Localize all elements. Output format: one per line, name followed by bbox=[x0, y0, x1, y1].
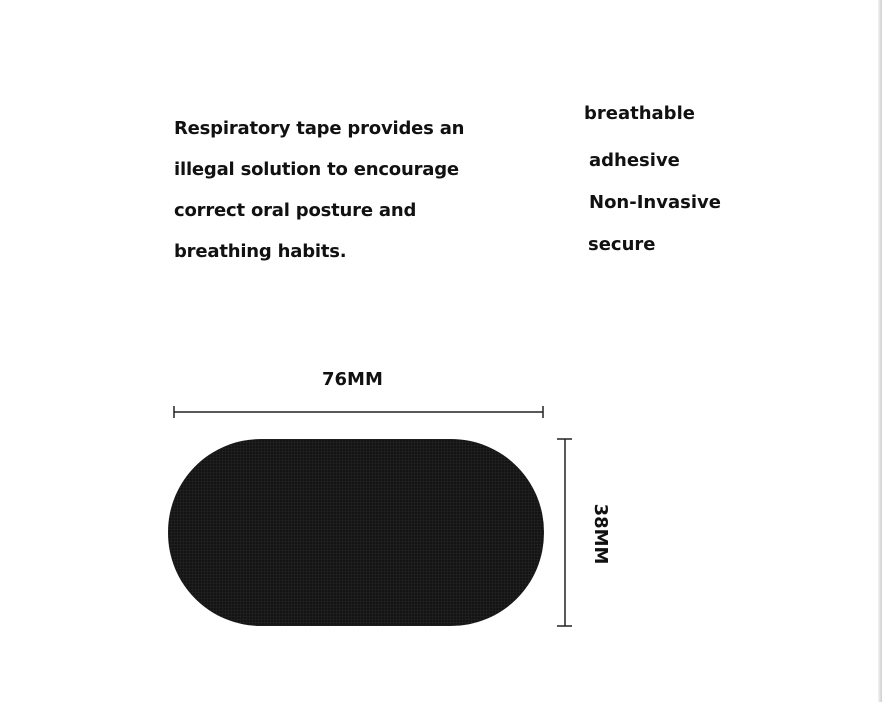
feature-breathable: breathable bbox=[584, 103, 695, 124]
feature-adhesive: adhesive bbox=[589, 150, 680, 171]
height-dimension-label: 38MM bbox=[590, 503, 611, 565]
respiratory-tape-image bbox=[168, 439, 544, 626]
feature-non-invasive: Non-Invasive bbox=[589, 192, 721, 213]
height-dimension-line bbox=[557, 439, 572, 626]
description-line: illegal solution to encourage bbox=[174, 159, 459, 180]
description-line: correct oral posture and bbox=[174, 200, 417, 221]
description-line: Respiratory tape provides an bbox=[174, 118, 465, 139]
description-line: breathing habits. bbox=[174, 241, 347, 262]
width-dimension-label: 76MM bbox=[322, 369, 383, 390]
feature-secure: secure bbox=[588, 234, 656, 255]
width-dimension-line bbox=[174, 406, 543, 418]
